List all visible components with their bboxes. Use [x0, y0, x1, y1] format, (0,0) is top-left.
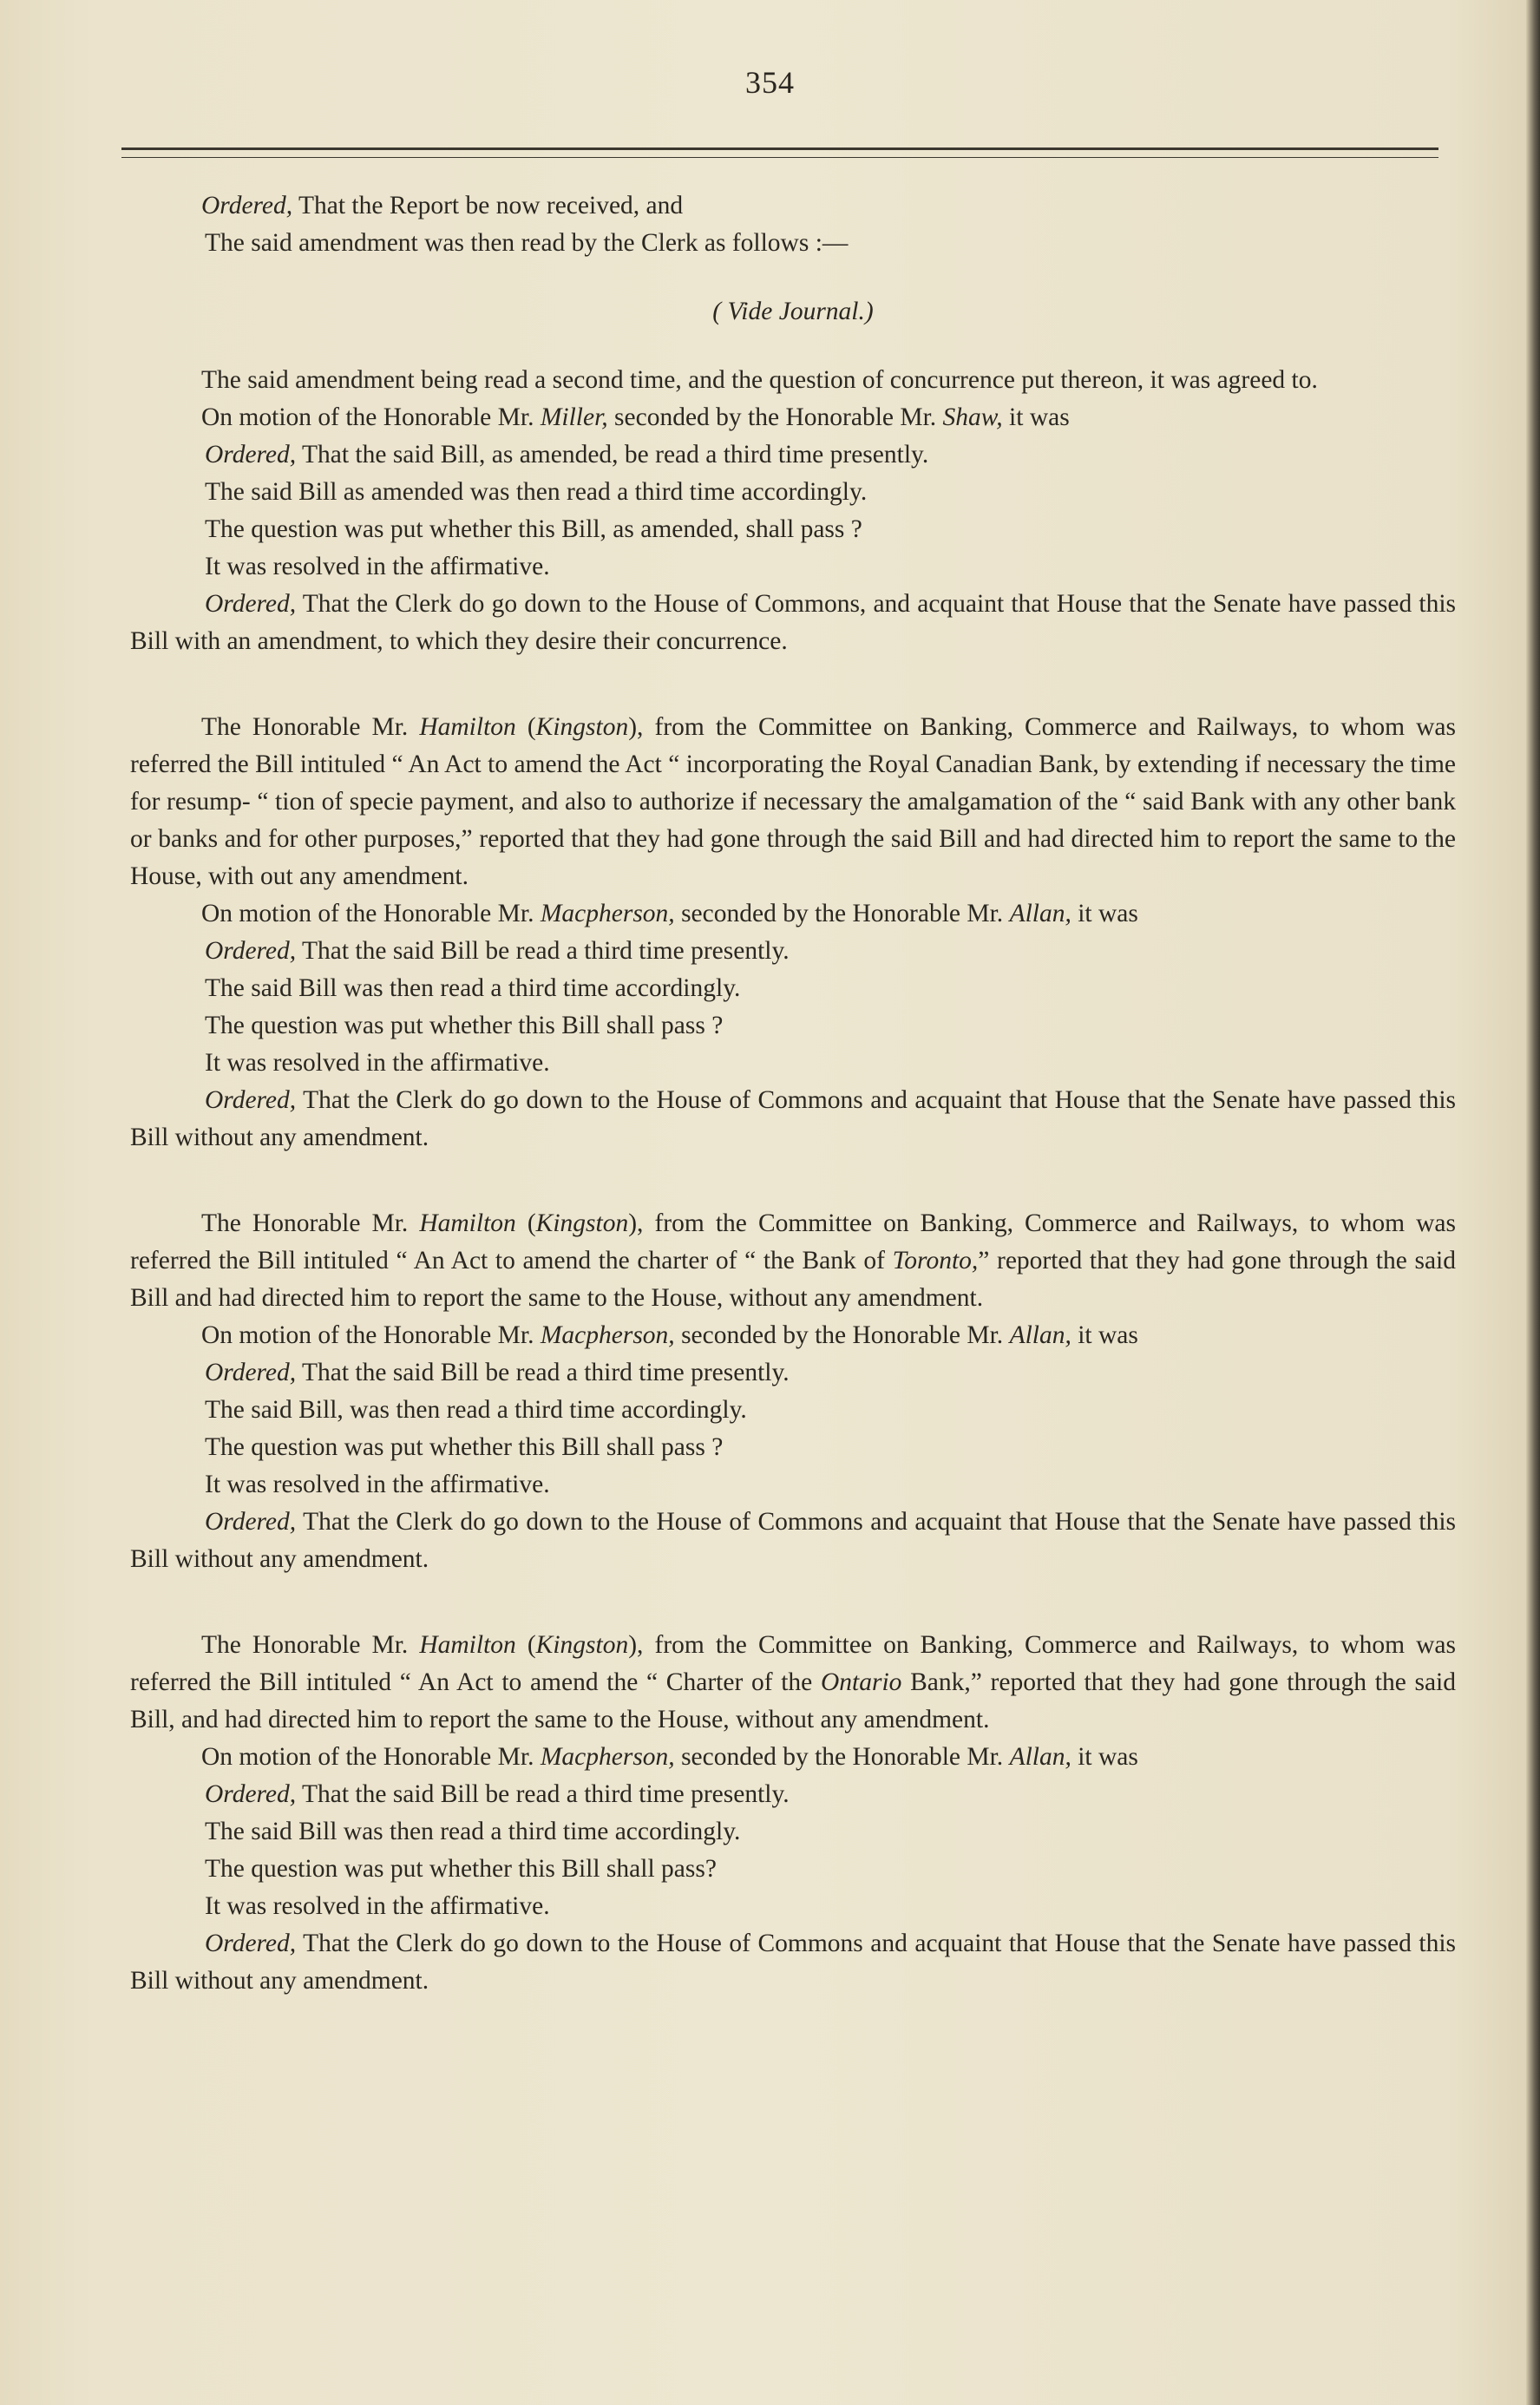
read-third-paragraph: The said Bill, was then read a third time accordingly.: [205, 1396, 747, 1424]
page-number: 354: [745, 65, 795, 100]
ordered-report-paragraph: Ordered, That the Report be now received, and: [201, 192, 684, 220]
ordered-third-paragraph: Ordered, That the said Bill be read a third time presently.: [205, 1780, 790, 1808]
read-third-paragraph: The said Bill was then read a third time accordingly.: [205, 974, 741, 1002]
ordered-clerk-paragraph: Ordered, That the Clerk do go down to the House of Commons and acquaint that House that the Senate have passed this Bill without any amendment.: [130, 1508, 1456, 1573]
ordered-clerk-paragraph: Ordered, That the Clerk do go down to the House of Commons, and acquaint that House that the Senate have passed this Bill with an amendment, to which they desire their concurrence.: [130, 590, 1456, 655]
resolved-paragraph: It was resolved in the affirmative.: [205, 553, 550, 580]
vide-journal-note: ( Vide Journal.): [712, 298, 874, 325]
motion-paragraph: On motion of the Honorable Mr. Macpherson, seconded by the Honorable Mr. Allan, it was: [201, 1743, 1138, 1771]
read-third-paragraph: The said Bill as amended was then read a third time accordingly.: [205, 478, 868, 506]
ordered-clerk-paragraph: Ordered, That the Clerk do go down to the House of Commons and acquaint that House that the Senate have passed this Bill without any amendment.: [130, 1930, 1456, 1995]
page-binding-edge: [1526, 0, 1540, 2405]
question-paragraph: The question was put whether this Bill shall pass ?: [205, 1012, 724, 1039]
read-third-paragraph: The said Bill was then read a third time accordingly.: [205, 1818, 741, 1845]
committee-report-paragraph: The Honorable Mr. Hamilton (Kingston), from the Committee on Banking, Commerce and Railways, to whom was referred the Bill intituled “ An Act to amend the charter of “ the Bank of Toronto,” reported that they had gone through the said Bill and had directed him to report the same to the House, without any amendment.: [130, 1209, 1456, 1312]
committee-report-paragraph: The Honorable Mr. Hamilton (Kingston), from the Committee on Banking, Commerce and Railways, to whom was referred the Bill intituled “ An Act to amend the Act “ incorporating the Royal Canadian Bank, by extending if necessary the time for resump- “ tion of specie payment, and also to authorize if necessary the amalgamation of the “ said Bank with any other bank or banks and for other purposes,” reported that they had gone through the said Bill and had directed him to report the same to the House, with out any amendment.: [130, 713, 1456, 890]
second-time-paragraph: The said amendment being read a second time, and the question of concurrence put thereon, it was agreed to.: [201, 366, 1318, 394]
ordered-clerk-paragraph: Ordered, That the Clerk do go down to the House of Commons and acquaint that House that the Senate have passed this Bill without any amendment.: [130, 1086, 1456, 1151]
section-spacer: [130, 1157, 1456, 1205]
page-body: [130, 187, 1456, 2000]
question-paragraph: The question was put whether this Bill shall pass ?: [205, 1433, 724, 1461]
section-spacer: [130, 1578, 1456, 1627]
ordered-third-paragraph: Ordered, That the said Bill be read a third time presently.: [205, 937, 790, 965]
section-spacer: [130, 660, 1456, 709]
motion-paragraph: On motion of the Honorable Mr. Miller, seconded by the Honorable Mr. Shaw, it was: [201, 403, 1070, 431]
question-paragraph: The question was put whether this Bill, as amended, shall pass ?: [205, 515, 862, 543]
motion-paragraph: On motion of the Honorable Mr. Macpherson, seconded by the Honorable Mr. Allan, it was: [201, 900, 1138, 927]
ordered-third-paragraph: Ordered, That the said Bill be read a third time presently.: [205, 1359, 790, 1386]
motion-paragraph: On motion of the Honorable Mr. Macpherson, seconded by the Honorable Mr. Allan, it was: [201, 1321, 1138, 1349]
amendment-read-paragraph: The said amendment was then read by the Clerk as follows :—: [205, 229, 849, 257]
header-double-rule: [121, 147, 1438, 158]
resolved-paragraph: It was resolved in the affirmative.: [205, 1471, 550, 1498]
resolved-paragraph: It was resolved in the affirmative.: [205, 1049, 550, 1077]
resolved-paragraph: It was resolved in the affirmative.: [205, 1892, 550, 1920]
ordered-third-paragraph: Ordered, That the said Bill, as amended, be read a third time presently.: [205, 441, 929, 469]
committee-report-paragraph: The Honorable Mr. Hamilton (Kingston), from the Committee on Banking, Commerce and Railways, to whom was referred the Bill intituled “ An Act to amend the “ Charter of the Ontario Bank,” reported that they had gone through the said Bill, and had directed him to report the same to the House, without any amendment.: [130, 1631, 1456, 1733]
question-paragraph: The question was put whether this Bill shall pass?: [205, 1855, 717, 1883]
